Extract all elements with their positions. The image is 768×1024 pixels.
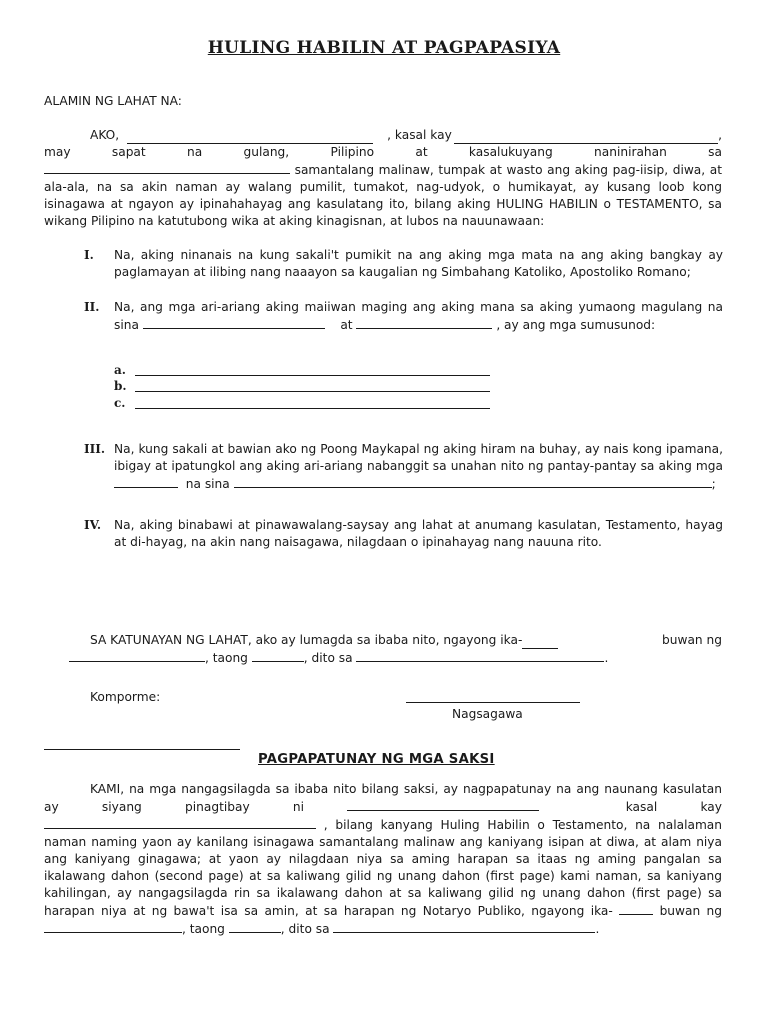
intro-line-1: AKO, , kasal kay , xyxy=(90,128,722,142)
property-c-blank xyxy=(135,408,490,409)
conforme-signature-line xyxy=(44,749,240,750)
witness-paragraph: KAMI, na mga nangagsilagda sa ibaba nito bilang saksi, ay nagpapatunay na ang naunang kasulatan ay siyang pinagtibay ni kasal kay , bilang kanyang Huling Habilin o Testamento, na nalalaman naman naming yaon ay kanilang isinagawa samantalang malinaw ang kaniyang isipan at diwa, at alam niya ang kaniyang ginagawa; at yaon ay nilagdaan niya sa aming harapan sa itaas ng aming pangalan sa ikalawang dahon (second page) at sa kaliwang gilid ng unang dahon (first page) kami naman, sa kaniyang kahilingan, ay nangagsilagda rin sa ikalawang dahon at sa kaliwang gilid ng unang dahon (first page) sa harapan niya at ng bawa't isa sa amin, at sa harapan ng Notaryo Publiko, ngayong ika- buwan ng , taong , dito sa . xyxy=(44,782,723,936)
name-blank xyxy=(127,131,373,144)
witness-heading: PAGPAPATUNAY NG MGA SAKSI xyxy=(258,752,495,767)
parent-2-blank xyxy=(356,316,492,329)
signer-signature-line xyxy=(406,702,580,703)
witness-month-blank xyxy=(44,920,182,933)
intro-rest: samantalang malinaw, tumpak at wasto ang aking pag-iisip, diwa, at ala-ala, na sa akin naman ay walang pumilit, tumakot, nag-udyok, o humikayat, ay kusang loob kong isinagawa at ngayon ay ipinahahayag ang kasulatang ito, bilang aking HULING HABILIN o TESTAMENTO, sa wikang Pilipino na katutubong wika at aking kinagisnan, at lubos na nauunawaan: xyxy=(44,163,722,228)
signer-label: Nagsagawa xyxy=(452,707,523,721)
heir-names-blank xyxy=(234,475,712,488)
addressee: ALAMIN NG LAHAT NA: xyxy=(44,94,182,108)
parent-1-blank xyxy=(143,316,325,329)
year-blank xyxy=(252,649,304,662)
property-a-blank xyxy=(135,375,490,376)
heirs-blank xyxy=(114,475,178,488)
attestation-paragraph xyxy=(44,632,722,667)
witness-year-blank xyxy=(229,920,281,933)
intro-paragraph xyxy=(44,127,722,230)
witness-place-blank xyxy=(333,920,595,933)
witness-day-blank xyxy=(619,902,653,915)
attestation-line-2: , taong , dito sa . xyxy=(44,649,722,667)
document-title: HULING HABILIN AT PAGPAPASIYA xyxy=(207,38,561,58)
residence-blank xyxy=(44,161,290,174)
spouse-blank xyxy=(454,131,718,144)
testator-blank xyxy=(347,798,539,811)
attestation-line-1: SA KATUNAYAN NG LAHAT, ako ay lumagda sa ibaba nito, ngayong ika- buwan ng xyxy=(90,633,722,647)
property-b-blank xyxy=(135,391,490,392)
conforme-label: Komporme: xyxy=(90,690,161,704)
month-blank xyxy=(69,649,205,662)
place-blank xyxy=(356,649,604,662)
property-item-a: a. xyxy=(114,362,494,379)
day-blank xyxy=(522,636,558,649)
property-item-c: c. xyxy=(114,395,494,412)
witness-spouse-blank xyxy=(44,816,316,829)
property-item-b: b. xyxy=(114,378,494,395)
intro-line-2: may sapat na gulang, Pilipino at kasalukuyang naninirahan sa xyxy=(44,145,722,159)
document-page: HULING HABILIN AT PAGPAPASIYA ALAMIN NG LAHAT NA: AKO, , kasal kay , may sapat na gulang, Pilipino at kasalukuyang naninirahan sa samantalang malinaw, tumpak at wasto ang aking pag-iisip, diwa, at ala-ala, na sa akin naman ay walang pumilit, tumakot, nag-udyok, o humikayat, ay kusang loob kong isinagawa at ngayon ay ipinahahayag ang kasulatang ito, bilang aking HULING HABILIN o TESTAMENTO, sa wikang Pilipino na katutubong wika at aking kinagisnan, at lubos na nauunawaan: I. Na, aking ninanais na kung sakali't pumikit na ang aking mga mata na ang aking bangkay ay paglamayan at ilibing nang naaayon sa kaugalian ng Simbahang Katoliko, Apostoliko Romano; II. Na, ang mga ari-ariang aking maiiwan maging ang aking mana sa aking yumaong magulang na sina at , ay ang mga sumusunod: a. b. c. III. Na, kung sakali at bawian ako ng Poong Maykapal ng aking hiram na buhay, ay nais kong ipamana, ibigay at ipatungkol ang aking ari-ariang nabanggit sa unahan nito ng pantay-pantay sa aking mga na sina ; IV. Na, aking binabawi at pinawawalang-saysay ang lahat at anumang kasulatan, Testamento, hayag at di-hayag, na akin nang naisagawa, nilagdaan o ipinahayag nang nauuna rito. SA KATUNAYAN NG LAHAT, ako ay lumagda sa ibaba nito, ngayong ika- buwan ng , taong , dito sa . Komporme: Nagsagawa PAGPAPATUNAY NG MGA SAKSI KAMI, na mga nangagsilagda sa ibaba nito bilang saksi, ay nagpapatunay na ang naunang kasulatan ay siyang pinagtibay ni kasal kay , bilang kanyang Huling Habilin o Testamento, na nalalaman naman naming yaon ay kanilang isinagawa samantalang malinaw ang kaniyang isipan at diwa, at alam niya ang kaniyang ginagawa; at yaon ay nilagdaan niya sa aming harapan sa itaas ng aming pangalan sa ikalawang dahon (second page) at sa kaliwang gilid ng unang dahon (first page) kami naman, sa kaniyang kahilingan, ay nangagsilagda rin sa ikalawang dahon at sa kaliwang gilid ng unang dahon (first page) sa harapan niya at ng bawa't isa sa amin, at sa harapan ng Notaryo Publiko, ngayong ika- buwan ng , taong , dito sa . xyxy=(0,0,768,1024)
